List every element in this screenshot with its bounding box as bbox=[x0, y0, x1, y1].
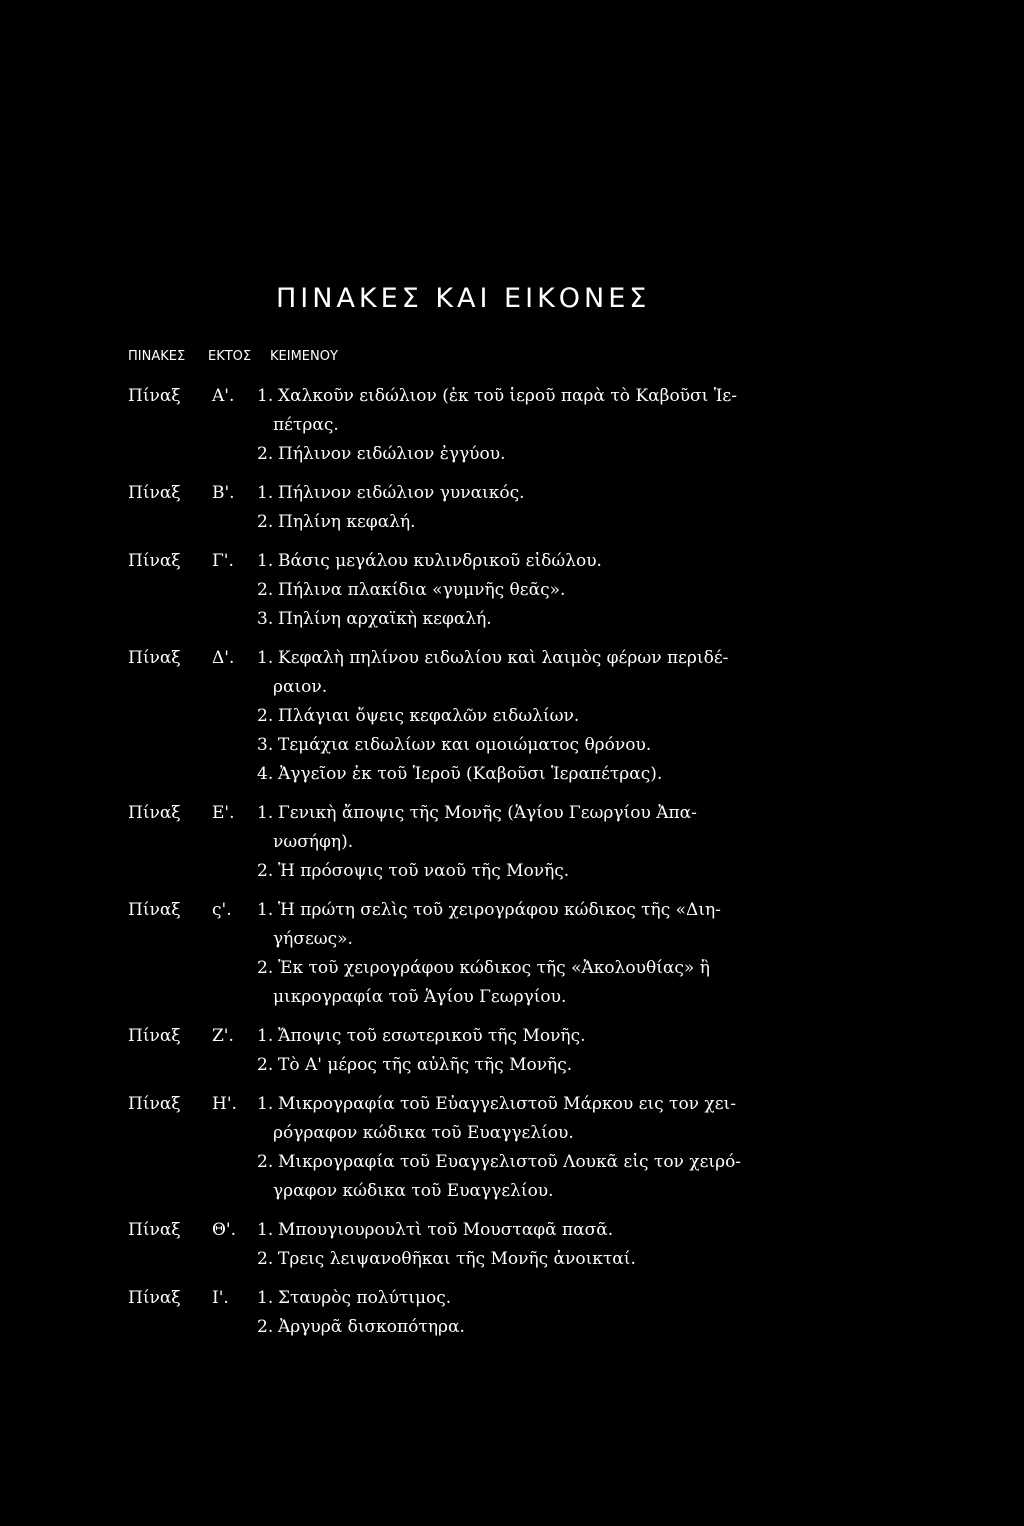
item-number: 2. bbox=[257, 1249, 274, 1269]
item-caption: Τὸ Α' μέρος τῆς αὐλῆς τῆς Μονῆς. bbox=[278, 1055, 573, 1075]
item-caption-continuation: πέτρας. bbox=[273, 415, 339, 435]
item-caption: Πλάγιαι ὄψεις κεφαλῶν ειδωλίων. bbox=[278, 706, 580, 726]
item-number: 2. bbox=[257, 706, 274, 726]
item-number: 2. bbox=[257, 1152, 274, 1172]
item-caption: Πήλινον ειδώλιον ἐγγύου. bbox=[278, 444, 506, 464]
item-number: 2. bbox=[257, 444, 274, 464]
item-caption-continuation: νωσήφη). bbox=[273, 832, 354, 852]
plate-line bbox=[0, 382, 1024, 411]
item-caption: Πήλινον ειδώλιον γυναικός. bbox=[278, 483, 525, 503]
plate-entry bbox=[0, 1216, 1024, 1274]
item-caption: Ἀγγεῖον ἐκ τοῦ Ἱεροῦ (Καβοῦσι Ἱεραπέτρας). bbox=[278, 764, 663, 784]
plate-line bbox=[0, 1284, 1024, 1313]
plate-number: Ζ'. bbox=[212, 1026, 234, 1046]
plate-line bbox=[0, 673, 1024, 702]
plate-label: Πίναξ bbox=[128, 551, 181, 571]
plate-line bbox=[0, 857, 1024, 886]
plate-entry bbox=[0, 1090, 1024, 1206]
item-caption: Κεφαλὴ πηλίνου ειδωλίου καὶ λαιμὸς φέρων περιδέ- bbox=[278, 648, 729, 668]
plate-line bbox=[0, 954, 1024, 983]
plate-line bbox=[0, 1090, 1024, 1119]
item-number: 2. bbox=[257, 1055, 274, 1075]
item-number: 2. bbox=[257, 512, 274, 532]
plate-label: Πίναξ bbox=[128, 1094, 181, 1114]
item-caption: Χαλκοῦν ειδώλιον (ἐκ τοῦ ἱεροῦ παρὰ τὸ Καβοῦσι Ἱε- bbox=[278, 386, 737, 406]
plate-number: Ε'. bbox=[212, 803, 235, 823]
plates-list bbox=[0, 382, 1024, 1342]
item-number: 2. bbox=[257, 958, 274, 978]
plate-number: Ι'. bbox=[212, 1288, 229, 1308]
plate-number: Δ'. bbox=[212, 648, 235, 668]
item-number: 1. bbox=[257, 803, 274, 823]
item-caption: Πηλίνη αρχαϊκὴ κεφαλή. bbox=[278, 609, 492, 629]
plate-line bbox=[0, 440, 1024, 469]
item-number: 1. bbox=[257, 1288, 274, 1308]
item-caption: Βάσις μεγάλου κυλινδρικοῦ εἰδώλου. bbox=[278, 551, 602, 571]
item-number: 1. bbox=[257, 386, 274, 406]
plate-label: Πίναξ bbox=[128, 483, 181, 503]
plate-number: ς'. bbox=[212, 900, 232, 920]
plate-label: Πίναξ bbox=[128, 648, 181, 668]
item-caption: Σταυρὸς πολύτιμος. bbox=[278, 1288, 452, 1308]
item-caption: Ἀργυρᾶ δισκοπότηρα. bbox=[278, 1317, 465, 1337]
plate-entry bbox=[0, 547, 1024, 634]
item-caption: Ἡ πρόσοψις τοῦ ναοῦ τῆς Μονῆς. bbox=[278, 861, 570, 881]
plate-line bbox=[0, 1051, 1024, 1080]
plate-label: Πίναξ bbox=[128, 900, 181, 920]
item-number: 4. bbox=[257, 764, 274, 784]
plate-line bbox=[0, 896, 1024, 925]
plate-entry bbox=[0, 1284, 1024, 1342]
plate-label: Πίναξ bbox=[128, 1220, 181, 1240]
plate-number: Γ'. bbox=[212, 551, 234, 571]
item-caption: Μικρογραφία τοῦ Ευαγγελιστοῦ Λουκᾶ εἰς τον χειρό- bbox=[278, 1152, 742, 1172]
item-number: 3. bbox=[257, 609, 274, 629]
section-heading bbox=[128, 349, 338, 364]
item-number: 2. bbox=[257, 861, 274, 881]
item-number: 1. bbox=[257, 1220, 274, 1240]
item-caption-continuation: γήσεως». bbox=[273, 929, 353, 949]
item-caption: Πήλινα πλακίδια «γυμνῆς θεᾶς». bbox=[278, 580, 566, 600]
plate-line bbox=[0, 1216, 1024, 1245]
plate-entry bbox=[0, 896, 1024, 1012]
section-heading-part2: ΕΚΤΟΣ bbox=[208, 349, 252, 364]
plate-entry bbox=[0, 644, 1024, 789]
item-number: 1. bbox=[257, 1026, 274, 1046]
plate-line bbox=[0, 1022, 1024, 1051]
item-caption: Μπουγιουρουλτὶ τοῦ Μουσταφᾶ πασᾶ. bbox=[278, 1220, 614, 1240]
plate-line bbox=[0, 411, 1024, 440]
item-number: 1. bbox=[257, 1094, 274, 1114]
item-number: 1. bbox=[257, 483, 274, 503]
plate-number: Β'. bbox=[212, 483, 235, 503]
item-number: 1. bbox=[257, 551, 274, 571]
item-number: 3. bbox=[257, 735, 274, 755]
plate-line bbox=[0, 479, 1024, 508]
plate-line bbox=[0, 702, 1024, 731]
plate-entry bbox=[0, 799, 1024, 886]
plate-line bbox=[0, 1245, 1024, 1274]
page-title: ΠΙΝΑΚΕΣ ΚΑΙ ΕΙΚΟΝΕΣ bbox=[276, 283, 651, 314]
item-number: 2. bbox=[257, 580, 274, 600]
item-caption-continuation: ραιον. bbox=[273, 677, 328, 697]
item-caption-continuation: γραφον κώδικα τοῦ Ευαγγελίου. bbox=[273, 1181, 554, 1201]
item-caption: Ἡ πρώτη σελὶς τοῦ χειρογράφου κώδικος τῆς «Διη- bbox=[278, 900, 721, 920]
item-caption: Τρεις λειψανοθῆκαι τῆς Μονῆς ἀνοικταί. bbox=[278, 1249, 636, 1269]
plate-label: Πίναξ bbox=[128, 1288, 181, 1308]
plate-line bbox=[0, 1177, 1024, 1206]
item-caption: Ἄποψις τοῦ εσωτερικοῦ τῆς Μονῆς. bbox=[278, 1026, 586, 1046]
item-caption-continuation: μικρογραφία τοῦ Ἁγίου Γεωργίου. bbox=[273, 987, 567, 1007]
plate-line bbox=[0, 799, 1024, 828]
plate-label: Πίναξ bbox=[128, 386, 181, 406]
plate-line bbox=[0, 828, 1024, 857]
plate-line bbox=[0, 1313, 1024, 1342]
item-caption: Μικρογραφία τοῦ Εὐαγγελιστοῦ Μάρκου εις τον χει- bbox=[278, 1094, 736, 1114]
plate-line bbox=[0, 983, 1024, 1012]
plate-line bbox=[0, 731, 1024, 760]
item-caption: Πηλίνη κεφαλή. bbox=[278, 512, 416, 532]
plate-entry bbox=[0, 382, 1024, 469]
plate-number: Α'. bbox=[212, 386, 235, 406]
item-number: 1. bbox=[257, 900, 274, 920]
plate-line bbox=[0, 925, 1024, 954]
plate-line bbox=[0, 1119, 1024, 1148]
plate-line bbox=[0, 605, 1024, 634]
item-caption: Τεμάχια ειδωλίων και ομοιώματος θρόνου. bbox=[278, 735, 652, 755]
plate-line bbox=[0, 576, 1024, 605]
plate-entry bbox=[0, 1022, 1024, 1080]
plate-line bbox=[0, 508, 1024, 537]
plate-label: Πίναξ bbox=[128, 1026, 181, 1046]
section-heading-part3: ΚΕΙΜΕΝΟΥ bbox=[270, 349, 338, 364]
plate-line bbox=[0, 1148, 1024, 1177]
plate-label: Πίναξ bbox=[128, 803, 181, 823]
plate-entry bbox=[0, 479, 1024, 537]
item-number: 1. bbox=[257, 648, 274, 668]
item-caption: Ἐκ τοῦ χειρογράφου κώδικος τῆς «Ἀκολουθίας» ἢ bbox=[278, 958, 710, 978]
plate-number: Θ'. bbox=[212, 1220, 237, 1240]
item-caption-continuation: ρόγραφον κώδικα τοῦ Ευαγγελίου. bbox=[273, 1123, 574, 1143]
plate-line bbox=[0, 760, 1024, 789]
plate-line bbox=[0, 644, 1024, 673]
plate-line bbox=[0, 547, 1024, 576]
item-caption: Γενικὴ ἄποψις τῆς Μονῆς (Ἁγίου Γεωργίου Ἀπα- bbox=[278, 803, 697, 823]
plate-number: Η'. bbox=[212, 1094, 237, 1114]
section-heading-part1: ΠΙΝΑΚΕΣ bbox=[128, 349, 186, 364]
item-number: 2. bbox=[257, 1317, 274, 1337]
